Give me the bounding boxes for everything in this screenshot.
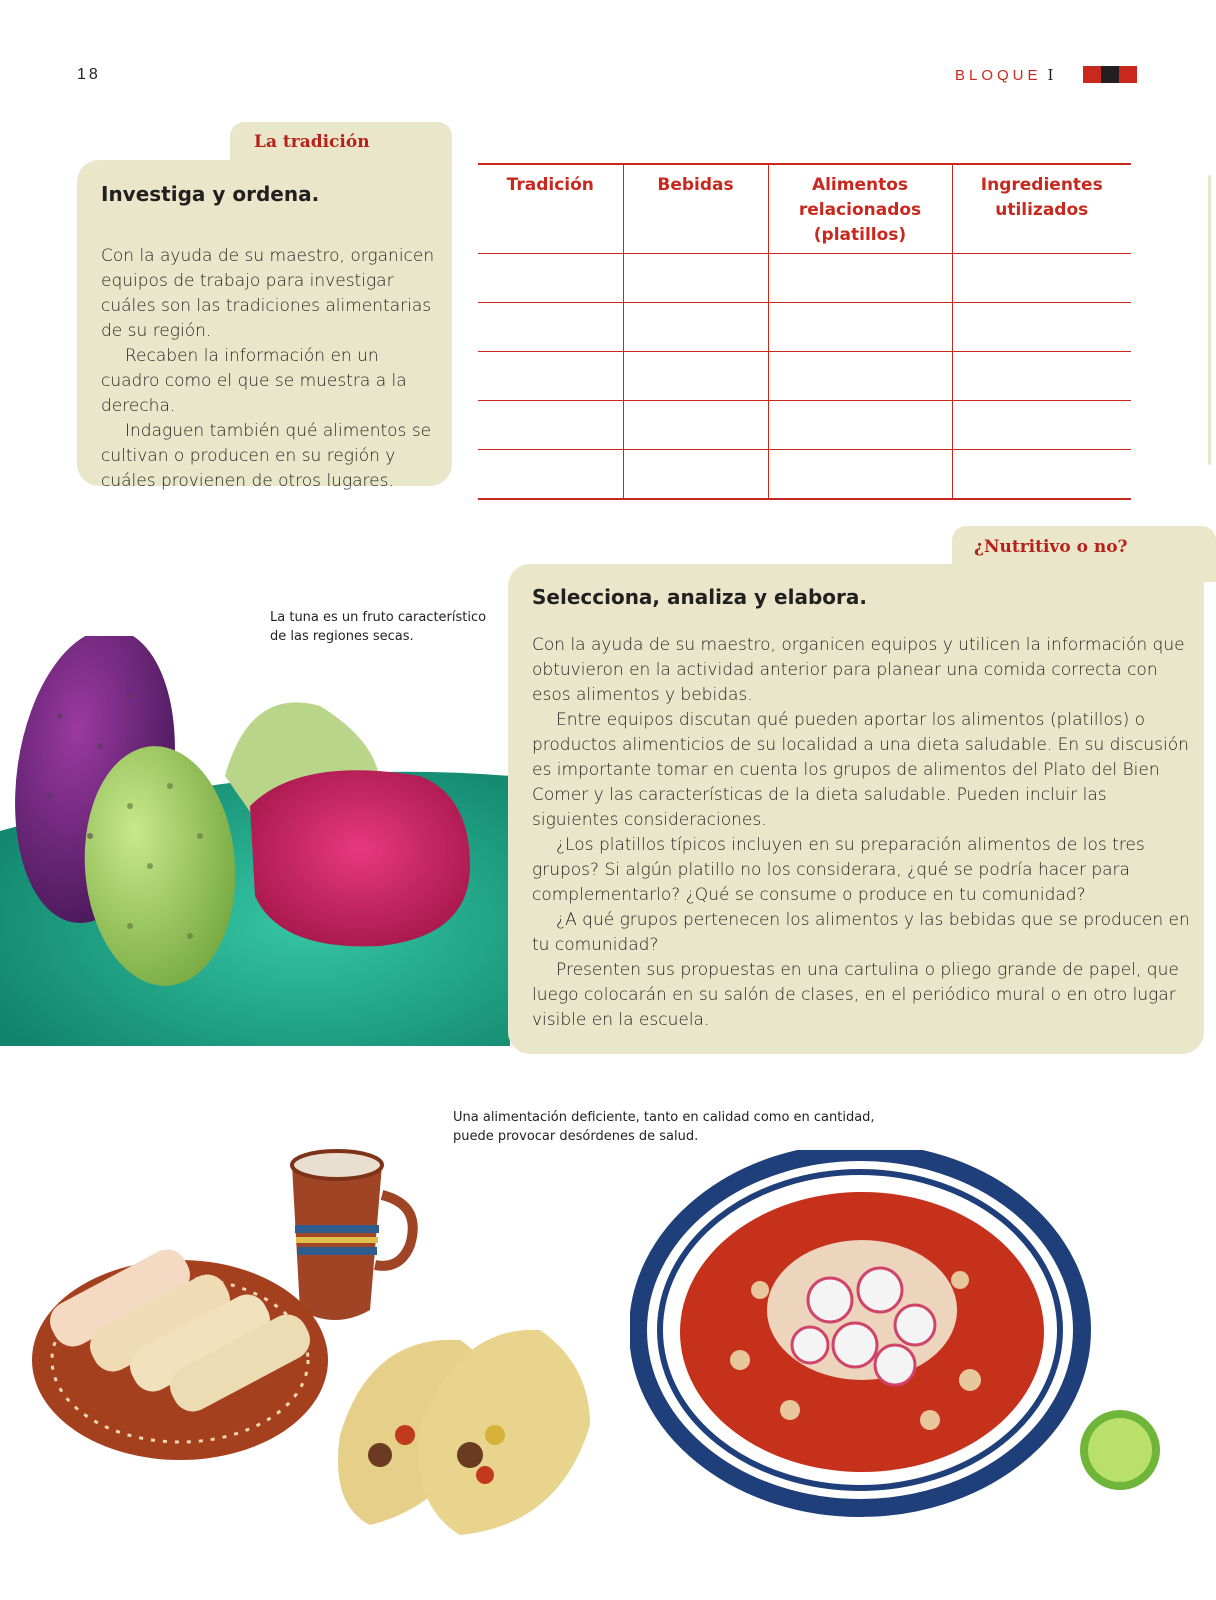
activity2-paragraph: ¿A qué grupos pertenecen los alimentos y las bebidas que se producen en tu comunidad?: [532, 910, 1190, 955]
activity2-heading: Selecciona, analiza y elabora.: [532, 585, 867, 609]
activity1-paragraph: Con la ayuda de su maestro, organicen equipos de trabajo para investigar cuáles son las tradiciones alimentarias de su región.: [101, 246, 435, 341]
activity2-paragraph: Con la ayuda de su maestro, organicen equipos y utilicen la información que obtuvieron en la actividad anterior para planear una comida correcta con esos alimentos y bebidas.: [532, 635, 1185, 705]
bloque-marks: [1083, 66, 1137, 83]
page-number: 18: [77, 66, 101, 83]
atole-drink: [292, 1151, 382, 1179]
activity2-paragraph: Presenten sus propuestas en una cartulina o pliego grande de papel, que luego colocarán en su salón de clases, en el periódico mural o en otro lugar visible en la escuela.: [532, 960, 1179, 1030]
activity2-paragraph: Entre equipos discutan qué pueden aportar los alimentos (platillos) o productos alimenticios de su localidad a una dieta saludable. En su discusión es importante tomar en cuenta los grupos de alimentos del Plato del Bien Comer y las características de la dieta saludable. Pueden incluir las siguientes consideraciones.: [532, 710, 1189, 830]
bloque-mark: [1119, 66, 1137, 83]
table-cell[interactable]: [623, 254, 768, 303]
table-cell[interactable]: [952, 401, 1131, 450]
table-cell[interactable]: [478, 401, 623, 450]
table-row: [478, 254, 1131, 303]
activity1-paragraph: Indaguen también qué alimentos se cultivan o producen en su región y cuáles provienen de otros lugares.: [101, 421, 432, 491]
activity2-box: [508, 564, 1204, 1054]
table-cell[interactable]: [952, 254, 1131, 303]
table-cell[interactable]: [478, 303, 623, 352]
table-cell[interactable]: [478, 352, 623, 401]
bloque-label: [955, 66, 1053, 84]
table-cell[interactable]: [768, 352, 952, 401]
table-cell[interactable]: [478, 254, 623, 303]
table-row: [478, 450, 1131, 500]
table-header-row: [478, 164, 1131, 254]
activity1-paragraph: Recaben la información en un cuadro como el que se muestra a la derecha.: [101, 346, 407, 416]
traditions-table: [478, 163, 1131, 500]
activity1-heading: Investiga y ordena.: [101, 182, 320, 206]
tamales-tacos-image: [30, 1125, 630, 1555]
table-cell[interactable]: [478, 450, 623, 500]
activity1-tab-label: La tradición: [254, 132, 370, 152]
table-header-cell: Tradición: [478, 164, 623, 254]
table-cell[interactable]: [623, 352, 768, 401]
activity1-box: [77, 160, 452, 491]
table-header-cell: Ingredientes utilizados: [952, 164, 1131, 254]
table-cell[interactable]: [952, 303, 1131, 352]
activity2-tab-label: ¿Nutritivo o no?: [974, 537, 1128, 557]
table-row: [478, 303, 1131, 352]
table-row: [478, 401, 1131, 450]
table-row: [478, 352, 1131, 401]
tuna-fruit-image: [0, 636, 510, 1046]
table-header-cell: Alimentos relacionados (platillos): [768, 164, 952, 254]
activity1-body: [101, 244, 441, 494]
table-cell[interactable]: [952, 450, 1131, 500]
page-edge-line: [1208, 175, 1211, 465]
caption-food: Una alimentación deficiente, tanto en calidad como en cantidad, puede provocar desórdenes de salud.: [453, 1110, 875, 1144]
caption-tuna: La tuna es un fruto característico de las regiones secas.: [270, 610, 487, 644]
activity2-paragraph: ¿Los platillos típicos incluyen en su preparación alimentos de los tres grupos? Si algún platillo no los considerara, ¿qué se podría hacer para complementarlo? ¿Qué se consume o produce en tu comunidad?: [532, 835, 1145, 905]
table-header-cell: Bebidas: [623, 164, 768, 254]
bloque-mark: [1083, 66, 1101, 83]
tacos: [338, 1330, 590, 1535]
bloque-text: BLOQUE: [955, 67, 1042, 84]
table-cell[interactable]: [623, 450, 768, 500]
bloque-mark: [1101, 66, 1119, 83]
bloque-roman: I: [1047, 66, 1054, 84]
table-cell[interactable]: [768, 401, 952, 450]
table-cell[interactable]: [623, 303, 768, 352]
table-cell[interactable]: [768, 254, 952, 303]
table-cell[interactable]: [768, 450, 952, 500]
table-cell[interactable]: [623, 401, 768, 450]
activity2-body: [532, 633, 1197, 1033]
table-cell[interactable]: [768, 303, 952, 352]
pink-tuna: [250, 770, 470, 946]
pozole-image: [630, 1150, 1190, 1550]
table-cell[interactable]: [952, 352, 1131, 401]
